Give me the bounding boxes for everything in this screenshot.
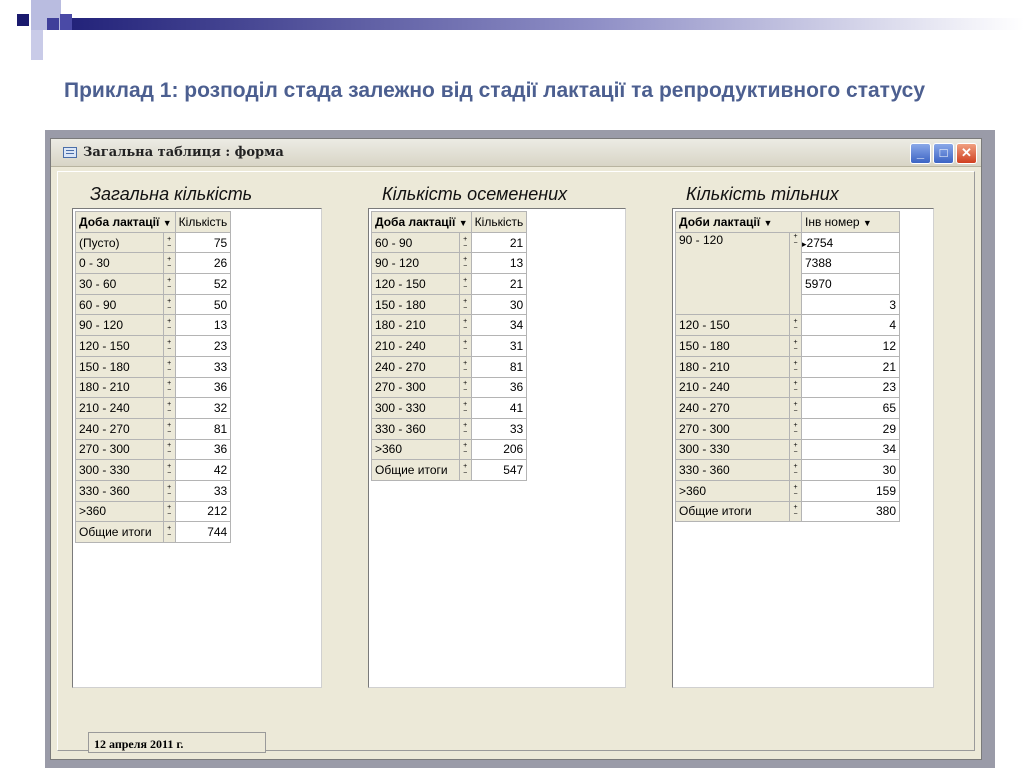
row-value[interactable]: 380	[802, 501, 900, 522]
pivot-inseminated	[368, 208, 626, 688]
row-label: 270 - 300	[372, 377, 460, 398]
row-label: 180 - 210	[676, 356, 790, 377]
expand-collapse-toggle[interactable]	[459, 398, 471, 419]
table-row	[76, 460, 231, 481]
pivot-total	[72, 208, 322, 688]
expand-collapse-toggle[interactable]	[163, 522, 175, 543]
row-label: 180 - 210	[76, 377, 164, 398]
expand-icon[interactable]: +	[793, 504, 798, 512]
expand-icon[interactable]: +	[463, 442, 468, 450]
row-value[interactable]: 547	[471, 460, 527, 481]
row-value[interactable]: 52	[175, 274, 231, 295]
table-row	[372, 274, 527, 295]
expand-collapse-toggle[interactable]	[790, 356, 802, 377]
collapse-icon[interactable]: −	[167, 449, 172, 457]
row-value[interactable]: 36	[175, 377, 231, 398]
row-label: 330 - 360	[372, 418, 460, 439]
row-label: 120 - 150	[676, 315, 790, 336]
row-label: 240 - 270	[76, 418, 164, 439]
row-value[interactable]: 50	[175, 294, 231, 315]
decor-square	[31, 30, 43, 60]
row-value[interactable]: 32	[175, 398, 231, 419]
table-row	[76, 522, 231, 543]
expand-icon[interactable]: +	[463, 318, 468, 326]
table-row	[76, 398, 231, 419]
collapse-icon[interactable]: −	[793, 428, 798, 436]
collapse-icon[interactable]: −	[793, 408, 798, 416]
collapse-icon[interactable]: −	[463, 366, 468, 374]
expand-icon[interactable]: +	[793, 232, 798, 240]
table-row	[676, 480, 900, 501]
expand-collapse-toggle[interactable]	[790, 377, 802, 398]
expand-collapse-toggle[interactable]	[790, 480, 802, 501]
table-row	[676, 356, 900, 377]
table-row	[676, 315, 900, 336]
table-row	[676, 398, 900, 419]
row-label: 330 - 360	[676, 460, 790, 481]
row-label: 60 - 90	[76, 294, 164, 315]
column-header-count[interactable]: Кількість	[175, 212, 231, 233]
form-body	[57, 171, 975, 751]
collapse-toggle[interactable]	[790, 232, 802, 315]
expand-icon[interactable]: +	[793, 421, 798, 429]
table-row	[372, 336, 527, 357]
collapse-icon[interactable]: −	[793, 387, 798, 395]
collapse-icon[interactable]: −	[463, 345, 468, 353]
expand-icon[interactable]: +	[167, 483, 172, 491]
row-label: 150 - 180	[676, 336, 790, 357]
expand-collapse-toggle[interactable]	[459, 336, 471, 357]
expand-collapse-toggle[interactable]	[459, 460, 471, 481]
expand-collapse-toggle[interactable]	[459, 232, 471, 253]
dropdown-arrow-icon[interactable]: ▼	[458, 217, 468, 228]
table-row	[76, 294, 231, 315]
expand-icon[interactable]: +	[463, 276, 468, 284]
record-pointer-icon: ▸	[802, 238, 807, 249]
heading-inseminated: Кількість осеменених	[382, 184, 568, 204]
table-row	[676, 418, 900, 439]
table-row	[372, 232, 527, 253]
row-label: >360	[372, 439, 460, 460]
table-row	[372, 356, 527, 377]
row-value[interactable]: 42	[175, 460, 231, 481]
row-value[interactable]: 31	[471, 336, 527, 357]
table-row	[676, 377, 900, 398]
row-value[interactable]: 33	[175, 356, 231, 377]
expand-collapse-toggle[interactable]	[790, 418, 802, 439]
row-label: 330 - 360	[76, 480, 164, 501]
collapse-icon[interactable]: −	[463, 242, 468, 250]
table-row	[676, 501, 900, 522]
expand-collapse-toggle[interactable]	[459, 294, 471, 315]
row-value[interactable]: 4	[802, 315, 900, 336]
expand-icon[interactable]: +	[167, 504, 172, 512]
row-value[interactable]: 30	[471, 294, 527, 315]
row-value[interactable]: 75	[175, 232, 231, 253]
inventory-number-cell[interactable]	[802, 253, 900, 274]
row-label: 120 - 150	[372, 274, 460, 295]
expand-icon[interactable]: +	[167, 421, 172, 429]
expand-icon[interactable]: +	[793, 401, 798, 409]
collapse-icon[interactable]: −	[463, 263, 468, 271]
expand-collapse-toggle[interactable]	[459, 377, 471, 398]
expand-icon[interactable]: +	[793, 442, 798, 450]
table-row	[76, 377, 231, 398]
collapse-icon[interactable]: −	[793, 325, 798, 333]
pivot-pregnant	[672, 208, 934, 688]
row-label: 270 - 300	[76, 439, 164, 460]
expand-icon[interactable]: +	[463, 338, 468, 346]
inventory-number: 5970	[805, 276, 832, 291]
row-label: 90 - 120	[372, 253, 460, 274]
form-window	[45, 130, 995, 768]
table-row	[76, 253, 231, 274]
row-label: >360	[76, 501, 164, 522]
expand-collapse-toggle[interactable]	[163, 274, 175, 295]
table-row	[372, 418, 527, 439]
expand-icon[interactable]: +	[167, 235, 172, 243]
row-value[interactable]: 21	[471, 274, 527, 295]
expand-collapse-toggle[interactable]	[163, 501, 175, 522]
decor-square	[47, 18, 59, 30]
row-label: 180 - 210	[372, 315, 460, 336]
row-value[interactable]: 21	[471, 232, 527, 253]
row-label: 210 - 240	[372, 336, 460, 357]
inventory-number-cell[interactable]	[802, 274, 900, 295]
expand-collapse-toggle[interactable]	[163, 336, 175, 357]
row-value[interactable]: 12	[802, 336, 900, 357]
row-value[interactable]: 33	[471, 418, 527, 439]
expand-icon[interactable]: +	[793, 338, 798, 346]
expand-collapse-toggle[interactable]	[459, 274, 471, 295]
collapse-icon[interactable]: −	[793, 511, 798, 519]
row-value[interactable]: 33	[175, 480, 231, 501]
row-label: 90 - 120	[76, 315, 164, 336]
row-value[interactable]: 36	[175, 439, 231, 460]
row-label: Общие итоги	[676, 501, 790, 522]
table-row	[676, 232, 900, 253]
decor-square	[17, 14, 29, 26]
expand-collapse-toggle[interactable]	[459, 253, 471, 274]
table-row	[372, 398, 527, 419]
expand-icon[interactable]: +	[167, 401, 172, 409]
slide-title: Приклад 1: розподіл стада залежно від стадії лактації та репродуктивного статусу	[64, 79, 925, 102]
row-label: Общие итоги	[76, 522, 164, 543]
table-row	[76, 356, 231, 377]
expand-collapse-toggle[interactable]	[163, 377, 175, 398]
expand-collapse-toggle[interactable]	[790, 336, 802, 357]
collapse-icon[interactable]: −	[167, 304, 172, 312]
expand-collapse-toggle[interactable]	[790, 501, 802, 522]
collapse-icon[interactable]: −	[463, 304, 468, 312]
row-label: 120 - 150	[76, 336, 164, 357]
header-gradient-bar	[72, 18, 1024, 30]
collapse-icon[interactable]: −	[167, 263, 172, 271]
table-row	[76, 480, 231, 501]
collapse-icon[interactable]: −	[463, 387, 468, 395]
expand-collapse-toggle[interactable]	[163, 315, 175, 336]
expand-collapse-toggle[interactable]	[163, 480, 175, 501]
row-label: 210 - 240	[76, 398, 164, 419]
collapse-icon[interactable]: −	[463, 325, 468, 333]
column-header-lactation-day[interactable]: Доба лактації ▼	[372, 212, 472, 233]
expand-collapse-toggle[interactable]	[163, 418, 175, 439]
expand-icon[interactable]: +	[793, 380, 798, 388]
close-button[interactable]: ✕	[956, 143, 977, 164]
row-value[interactable]: 744	[175, 522, 231, 543]
expand-icon[interactable]: +	[167, 318, 172, 326]
collapse-icon[interactable]: −	[793, 490, 798, 498]
expand-collapse-toggle[interactable]	[163, 253, 175, 274]
table-total	[75, 211, 231, 543]
decor-square	[60, 14, 72, 30]
column-header-inventory-number[interactable]: Інв номер ▼	[802, 212, 900, 233]
row-value[interactable]: 212	[175, 501, 231, 522]
collapse-icon[interactable]: −	[167, 283, 172, 291]
expand-icon[interactable]: +	[463, 463, 468, 471]
collapse-icon[interactable]: −	[463, 428, 468, 436]
expand-icon[interactable]: +	[463, 359, 468, 367]
column-header-count[interactable]: Кількість	[471, 212, 527, 233]
row-label: 60 - 90	[372, 232, 460, 253]
expand-collapse-toggle[interactable]	[459, 356, 471, 377]
collapse-icon[interactable]: −	[167, 490, 172, 498]
table-row	[372, 294, 527, 315]
row-label: 300 - 330	[76, 460, 164, 481]
expand-icon[interactable]: +	[793, 318, 798, 326]
row-label: 270 - 300	[676, 418, 790, 439]
row-label: 300 - 330	[676, 439, 790, 460]
collapse-icon[interactable]: −	[463, 283, 468, 291]
expand-collapse-toggle[interactable]	[163, 294, 175, 315]
maximize-button[interactable]: □	[933, 143, 954, 164]
expand-icon[interactable]: +	[167, 276, 172, 284]
row-value[interactable]: 29	[802, 418, 900, 439]
collapse-icon[interactable]: −	[463, 470, 468, 478]
row-label: 300 - 330	[372, 398, 460, 419]
row-label: 150 - 180	[76, 356, 164, 377]
expand-icon[interactable]: +	[463, 401, 468, 409]
expand-icon[interactable]: +	[793, 359, 798, 367]
table-row	[372, 460, 527, 481]
expand-icon[interactable]: +	[793, 483, 798, 491]
expand-collapse-toggle[interactable]	[790, 315, 802, 336]
expand-icon[interactable]: +	[793, 463, 798, 471]
collapse-icon[interactable]: −	[167, 470, 172, 478]
table-row	[76, 315, 231, 336]
row-value[interactable]: 13	[175, 315, 231, 336]
table-inseminated	[371, 211, 527, 481]
row-value[interactable]: 23	[175, 336, 231, 357]
collapse-icon[interactable]: −	[793, 470, 798, 478]
expand-collapse-toggle[interactable]	[163, 232, 175, 253]
table-row	[76, 439, 231, 460]
expand-icon[interactable]: +	[167, 525, 172, 533]
expand-collapse-toggle[interactable]	[459, 418, 471, 439]
table-row	[372, 315, 527, 336]
collapse-icon[interactable]: −	[167, 428, 172, 436]
expand-collapse-toggle[interactable]	[790, 398, 802, 419]
expand-icon[interactable]: +	[463, 256, 468, 264]
row-label: 150 - 180	[372, 294, 460, 315]
inventory-number-cell[interactable]	[802, 232, 900, 253]
window-title: Загальна таблиця : форма	[83, 145, 284, 160]
group-subtotal[interactable]: 3	[802, 294, 900, 315]
table-row	[76, 418, 231, 439]
collapse-icon[interactable]: −	[167, 325, 172, 333]
collapse-icon[interactable]: −	[167, 387, 172, 395]
table-row	[372, 439, 527, 460]
table-row	[676, 336, 900, 357]
collapse-icon[interactable]: −	[793, 366, 798, 374]
row-value[interactable]: 23	[802, 377, 900, 398]
row-value[interactable]: 65	[802, 398, 900, 419]
row-value[interactable]: 30	[802, 460, 900, 481]
table-row	[76, 232, 231, 253]
collapse-icon[interactable]: −	[167, 408, 172, 416]
table-row	[372, 253, 527, 274]
expand-collapse-toggle[interactable]	[163, 460, 175, 481]
collapse-icon[interactable]: −	[463, 449, 468, 457]
dropdown-arrow-icon[interactable]: ▼	[162, 217, 172, 228]
row-label: 240 - 270	[372, 356, 460, 377]
collapse-icon[interactable]: −	[167, 345, 172, 353]
expand-icon[interactable]: +	[463, 235, 468, 243]
row-value[interactable]: 34	[802, 439, 900, 460]
column-header-lactation-days[interactable]: Доби лактації ▼	[676, 212, 802, 233]
table-row	[76, 336, 231, 357]
row-value[interactable]: 81	[471, 356, 527, 377]
inventory-number: 2754	[806, 235, 834, 250]
expand-icon[interactable]: +	[463, 421, 468, 429]
collapse-icon[interactable]: −	[167, 366, 172, 374]
table-row	[676, 460, 900, 481]
expand-icon[interactable]: +	[463, 380, 468, 388]
expand-collapse-toggle[interactable]	[163, 439, 175, 460]
expand-icon[interactable]: +	[167, 380, 172, 388]
collapse-icon[interactable]: −	[167, 511, 172, 519]
minimize-button[interactable]: _	[910, 143, 931, 164]
collapse-icon[interactable]: −	[793, 449, 798, 457]
expand-icon[interactable]: +	[167, 338, 172, 346]
window-titlebar[interactable]	[51, 139, 981, 167]
table-row	[76, 274, 231, 295]
row-label: 90 - 120	[676, 232, 790, 315]
collapse-icon[interactable]: −	[167, 532, 172, 540]
row-value[interactable]: 13	[471, 253, 527, 274]
report-date: 12 апреля 2011 г.	[88, 732, 266, 753]
row-value[interactable]: 26	[175, 253, 231, 274]
table-pregnant	[675, 211, 900, 522]
row-label: 240 - 270	[676, 398, 790, 419]
row-label: 0 - 30	[76, 253, 164, 274]
row-value[interactable]: 206	[471, 439, 527, 460]
row-label: Общие итоги	[372, 460, 460, 481]
collapse-icon[interactable]: −	[793, 345, 798, 353]
row-value[interactable]: 34	[471, 315, 527, 336]
expand-icon[interactable]: +	[167, 359, 172, 367]
expand-collapse-toggle[interactable]	[163, 356, 175, 377]
collapse-icon[interactable]: −	[793, 239, 798, 247]
expand-icon[interactable]: +	[167, 297, 172, 305]
table-row	[372, 377, 527, 398]
row-label: >360	[676, 480, 790, 501]
dropdown-arrow-icon[interactable]: ▼	[763, 217, 773, 228]
table-row	[676, 439, 900, 460]
column-header-lactation-day[interactable]: Доба лактації ▼	[76, 212, 176, 233]
expand-icon[interactable]: +	[167, 442, 172, 450]
collapse-icon[interactable]: −	[463, 408, 468, 416]
expand-icon[interactable]: +	[167, 256, 172, 264]
expand-collapse-toggle[interactable]	[163, 398, 175, 419]
heading-total: Загальна кількість	[90, 184, 253, 204]
dropdown-arrow-icon[interactable]: ▼	[862, 217, 872, 228]
row-label: 210 - 240	[676, 377, 790, 398]
expand-collapse-toggle[interactable]	[790, 439, 802, 460]
expand-icon[interactable]: +	[167, 463, 172, 471]
row-label: 30 - 60	[76, 274, 164, 295]
row-value[interactable]: 21	[802, 356, 900, 377]
window-frame	[50, 138, 982, 760]
table-row	[76, 501, 231, 522]
inventory-number: 7388	[805, 256, 832, 271]
expand-icon[interactable]: +	[463, 297, 468, 305]
expand-collapse-toggle[interactable]	[459, 315, 471, 336]
row-value[interactable]: 159	[802, 480, 900, 501]
heading-pregnant: Кількість тільних	[686, 184, 839, 204]
expand-collapse-toggle[interactable]	[459, 439, 471, 460]
row-value[interactable]: 81	[175, 418, 231, 439]
form-icon	[63, 147, 77, 158]
row-label: (Пусто)	[76, 232, 164, 253]
collapse-icon[interactable]: −	[167, 242, 172, 250]
row-value[interactable]: 36	[471, 377, 527, 398]
row-value[interactable]: 41	[471, 398, 527, 419]
expand-collapse-toggle[interactable]	[790, 460, 802, 481]
